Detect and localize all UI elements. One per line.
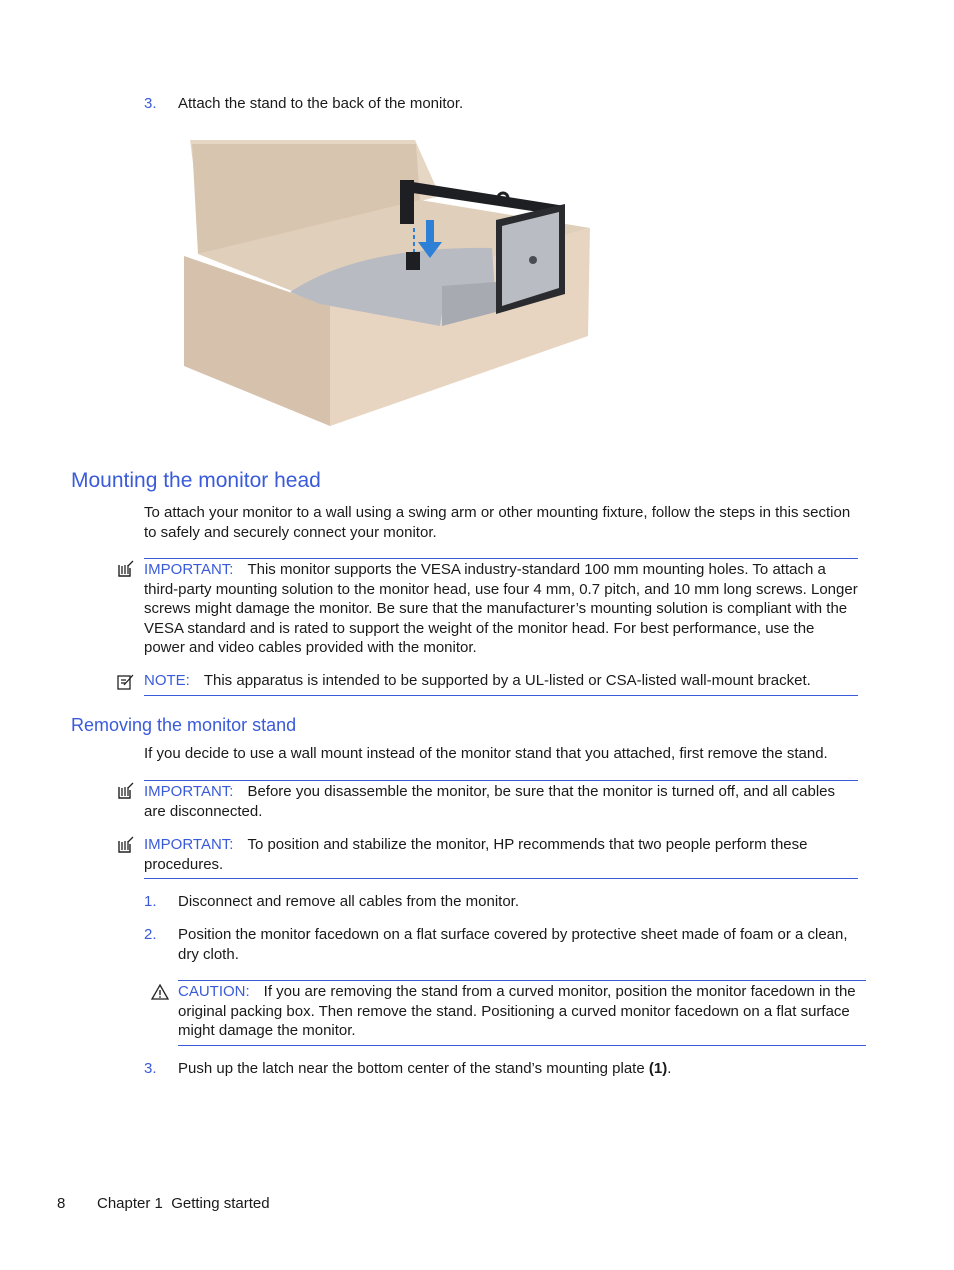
important-label: IMPORTANT: — [144, 561, 234, 578]
step-number: 2. — [144, 926, 157, 943]
step-number: 1. — [144, 893, 157, 910]
page-number: 8 — [57, 1195, 66, 1212]
step-text: Attach the stand to the back of the monitor. — [178, 95, 464, 112]
warning-triangle-icon — [150, 982, 170, 1002]
important-hand-icon — [116, 560, 136, 580]
step-text-main: Push up the latch near the bottom center of the stand’s mounting plate — [178, 1060, 645, 1077]
notice-rule — [144, 878, 858, 879]
section-title-mounting: Mounting the monitor head — [71, 469, 321, 492]
caution-notice — [178, 980, 866, 1046]
notice-rule — [144, 558, 858, 559]
step-text — [178, 1059, 868, 1079]
important-text: Before you disassemble the monitor, be sure that the monitor is turned off, and all cables are disconnected. — [144, 783, 836, 820]
callout-number: (1) — [648, 1060, 668, 1077]
step-text-end: . — [667, 1060, 672, 1077]
notice-rule — [178, 980, 866, 981]
step-number: 3. — [144, 1060, 157, 1077]
notice-rule — [144, 695, 858, 696]
notice-rule — [144, 780, 858, 781]
important-notice — [144, 780, 858, 824]
note-pencil-icon — [116, 672, 136, 692]
note-label: NOTE: — [144, 672, 190, 689]
important-label: IMPORTANT: — [144, 836, 234, 853]
caution-label: CAUTION: — [178, 983, 250, 1000]
step-text: Disconnect and remove all cables from the monitor. — [178, 893, 519, 910]
chapter-title: Chapter 1 Getting started — [97, 1195, 270, 1212]
stand-hook — [400, 180, 414, 224]
caution-text: If you are removing the stand from a curved monitor, position the monitor facedown in the original packing box. Then remove the stand. Positioning a curved monitor facedown on a flat surface might damage the monitor. — [178, 983, 856, 1039]
important-notice — [144, 558, 858, 658]
important-hand-icon — [116, 836, 136, 856]
important-hand-icon — [116, 782, 136, 802]
step-text: Position the monitor facedown on a flat surface covered by protective sheet made of foam or a clean, dry cloth. — [178, 926, 848, 963]
important-text: To position and stabilize the monitor, HP recommends that two people perform these procedures. — [144, 836, 808, 873]
step-number: 3. — [144, 95, 157, 112]
note-notice — [144, 670, 858, 696]
stand-attach-illustration — [180, 136, 592, 430]
plate-hole — [529, 256, 537, 264]
notice-rule — [178, 1045, 866, 1046]
monitor-slot — [406, 252, 420, 270]
important-label: IMPORTANT: — [144, 783, 234, 800]
important-notice — [144, 834, 858, 878]
section-intro: To attach your monitor to a wall using a swing arm or other mounting fixture, follow the steps in this section to safely and securely connect your monitor. — [144, 504, 851, 541]
note-text: This apparatus is intended to be supported by a UL-listed or CSA-listed wall-mount bracket. — [203, 672, 811, 689]
section-title-removing: Removing the monitor stand — [71, 715, 297, 735]
important-text: This monitor supports the VESA industry-standard 100 mm mounting holes. To attach a third-party mounting solution to the monitor head, use four 4 mm, 0.7 pitch, and 10 mm long screws. Longer screws might damage the monitor. Be sure that the manufacturer’s mounting solution is compliant with the VESA standard and is rated to support the weight of the monitor head. For best performance, use the power and video cables provided with the monitor. — [144, 561, 858, 656]
section-intro: If you decide to use a wall mount instead of the monitor stand that you attached, first remove the stand. — [144, 745, 828, 762]
